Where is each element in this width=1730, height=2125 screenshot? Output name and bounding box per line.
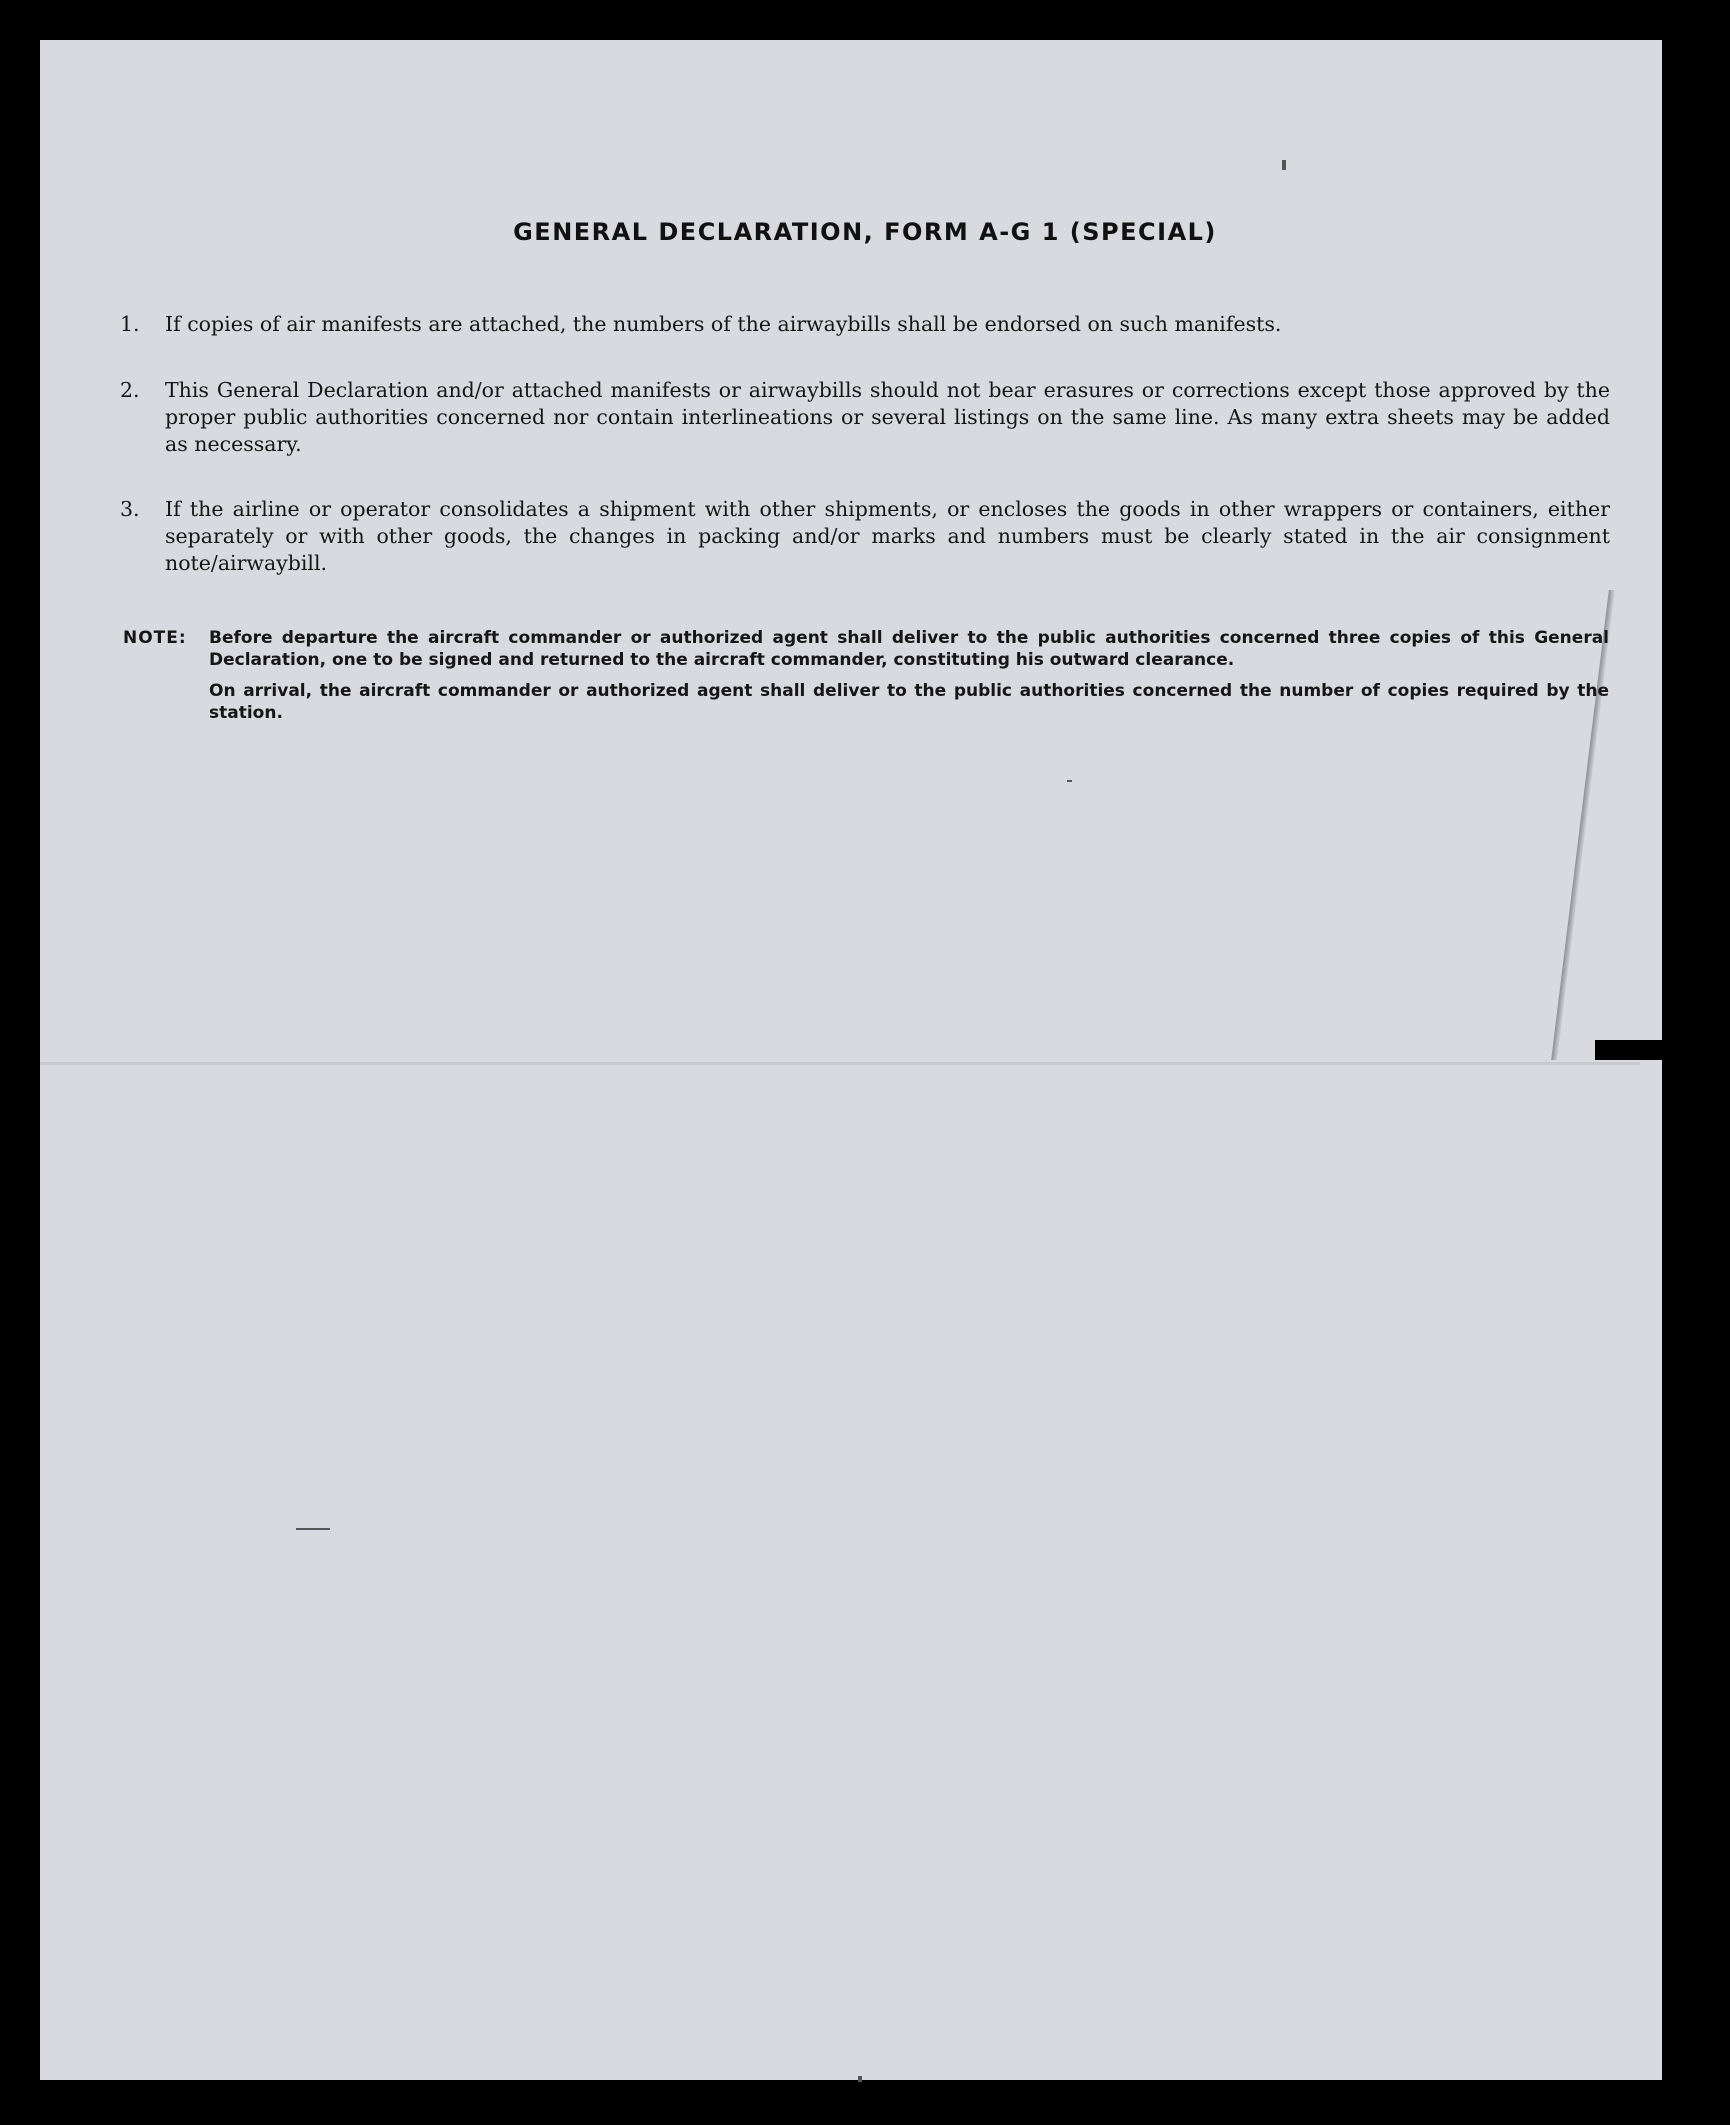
instruction-item	[120, 311, 1620, 338]
instruction-item	[120, 377, 1620, 458]
scan-speck	[858, 2076, 862, 2082]
document-title: GENERAL DECLARATION, FORM A-G 1 (SPECIAL)	[513, 218, 1217, 246]
instruction-item	[120, 496, 1620, 577]
item-number: 1.	[120, 312, 140, 336]
page-notch	[1595, 1040, 1675, 1060]
item-text: This General Declaration and/or attached manifests or airwaybills should not bear erasures or corrections except those approved by the proper public authorities concerned nor contain interlineations or several listings on the same line. As many extra sheets may be added as necessary.	[165, 378, 1610, 456]
note-paragraph: Before departure the aircraft commander or authorized agent shall deliver to the public authorities concerned three copies of this General Declaration, one to be signed and returned to the aircraft commander, constituting his outward clearance.	[209, 628, 1609, 670]
item-number: 3.	[120, 497, 140, 521]
note-paragraph: On arrival, the aircraft commander or authorized agent shall deliver to the public authorities concerned the number of copies required by the station.	[209, 681, 1609, 723]
document-page	[40, 40, 1662, 2080]
item-text: If copies of air manifests are attached, the numbers of the airwaybills shall be endorsed on such manifests.	[165, 312, 1282, 336]
note-section	[123, 627, 1623, 724]
item-number: 2.	[120, 378, 140, 402]
item-text: If the airline or operator consolidates a shipment with other shipments, or encloses the goods in other wrappers or containers, either separately or with other goods, the changes in packing and/or marks and numbers must be clearly stated in the air consignment note/airwaybill.	[165, 497, 1610, 575]
fold-line	[40, 1062, 1640, 1065]
scan-speck	[1282, 160, 1286, 170]
scan-speck	[1067, 780, 1072, 782]
scan-speck	[296, 1528, 330, 1530]
note-label: NOTE:	[123, 628, 187, 648]
